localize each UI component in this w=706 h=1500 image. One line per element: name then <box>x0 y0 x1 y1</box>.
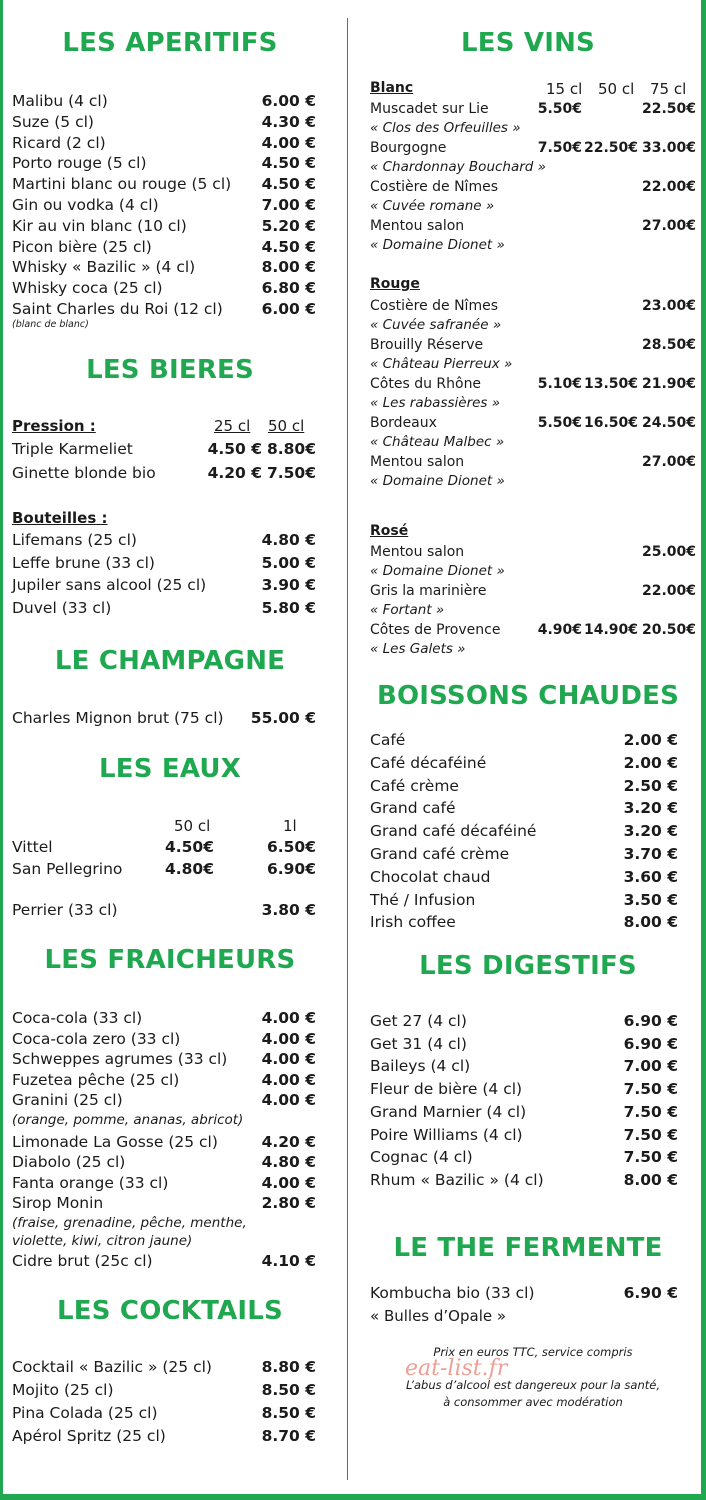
item-price: 2.50 € <box>623 776 678 795</box>
wine-price-p1: 5.50€ <box>537 415 582 431</box>
wine-price-p3: 25.00€ <box>641 544 696 560</box>
wine-price-p2: 14.90€ <box>583 622 638 638</box>
kombucha-sub: « Bulles d’Opale » <box>370 1307 507 1325</box>
item-price-small: 4.50 € <box>207 440 262 458</box>
wine-cuvee: « Les rabassières » <box>370 395 501 411</box>
item-price: 55.00 € <box>250 709 316 727</box>
menu-item-row <box>370 1079 678 1100</box>
item-name: Granini (25 cl) <box>12 1091 123 1110</box>
wine-cuvee: « Domaine Dionet » <box>370 237 505 253</box>
column-divider <box>347 18 348 1480</box>
item-name: Lifemans (25 cl) <box>12 531 137 549</box>
wine-row <box>370 217 696 236</box>
menu-item-row <box>370 1102 678 1123</box>
item-name: Thé / Infusion <box>370 890 476 909</box>
wine-price-p1: 4.90€ <box>537 622 582 638</box>
wine-cuvee: « Clos des Orfeuilles » <box>370 120 521 136</box>
bouteilles-label: Bouteilles : <box>12 509 108 527</box>
menu-item-row <box>12 1049 316 1070</box>
item-name: Cognac (4 cl) <box>370 1148 473 1167</box>
item-price: 4.30 € <box>261 112 316 131</box>
menu-item-row <box>12 598 316 619</box>
menu-item-row <box>12 553 316 574</box>
item-name: Get 31 (4 cl) <box>370 1034 467 1053</box>
menu-item-row <box>12 1357 316 1378</box>
item-price: 3.20 € <box>623 822 678 841</box>
item-name: Café crème <box>370 776 459 795</box>
item-name: Charles Mignon brut (75 cl) <box>12 709 224 727</box>
menu-item-row <box>12 299 316 320</box>
menu-item-row <box>12 195 316 216</box>
item-price-small: 4.50€ <box>164 838 214 856</box>
wine-cuvee: « Cuvée romane » <box>370 198 495 214</box>
wine-name: Côtes de Provence <box>370 622 501 638</box>
item-name: Malibu (4 cl) <box>12 92 108 110</box>
item-price: 4.20 € <box>261 1132 316 1151</box>
wine-row <box>370 100 696 119</box>
wine-price-p2: 22.50€ <box>583 140 638 156</box>
menu-item-row <box>12 1070 316 1091</box>
menu-item-row <box>12 174 316 195</box>
item-price-small: 4.20 € <box>207 463 262 482</box>
beer-size-50: 50 cl <box>268 417 305 435</box>
wine-price-p1: 5.50€ <box>537 101 582 117</box>
wine-row <box>370 336 696 355</box>
item-name: Fleur de bière (4 cl) <box>370 1080 523 1099</box>
menu-item-row <box>370 1034 678 1055</box>
wine-name: Brouilly Réserve <box>370 337 484 353</box>
wine-price-p1: 5.10€ <box>537 376 582 392</box>
item-name: Cidre brut (25c cl) <box>12 1252 153 1270</box>
item-name: San Pellegrino <box>12 859 123 878</box>
item-name: Cocktail « Bazilic » (25 cl) <box>12 1358 212 1376</box>
the-title: LE THE FERMENTE <box>393 1233 663 1263</box>
wine-price-p3: 33.00€ <box>641 140 696 156</box>
item-price: 4.80 € <box>261 531 316 549</box>
item-price: 6.00 € <box>261 92 316 110</box>
sirop-note-line1: (fraise, grenadine, pêche, menthe, <box>12 1215 247 1231</box>
item-price: 4.00 € <box>261 1173 316 1192</box>
item-price: 6.80 € <box>261 279 316 298</box>
item-name: Chocolat chaud <box>370 867 491 886</box>
water-size-1l: 1l <box>283 817 297 835</box>
item-price: 4.80 € <box>261 1153 316 1172</box>
wine-cuvee: « Cuvée safranée » <box>370 317 502 333</box>
wine-name: Muscadet sur Lie <box>370 101 489 117</box>
menu-item-row <box>12 1090 316 1111</box>
wine-price-p3: 27.00€ <box>641 218 696 234</box>
menu-item-row <box>12 1380 316 1401</box>
menu-item-row <box>12 1173 316 1194</box>
wine-name: Mentou salon <box>370 218 465 234</box>
granini-note: (orange, pomme, ananas, abricot) <box>12 1112 244 1128</box>
item-name: Get 27 (4 cl) <box>370 1012 467 1030</box>
item-price: 6.00 € <box>261 300 316 318</box>
item-price: 3.20 € <box>623 799 678 818</box>
wine-row <box>370 178 696 197</box>
blanc-label: Blanc <box>370 80 414 96</box>
wine-price-p3: 23.00€ <box>641 298 696 314</box>
item-price: 8.00 € <box>623 1170 678 1189</box>
item-price: 4.10 € <box>261 1252 316 1270</box>
item-name: Perrier (33 cl) <box>12 901 118 919</box>
item-price: 2.00 € <box>623 731 678 749</box>
item-price: 3.80 € <box>261 901 316 919</box>
menu-item-row <box>370 776 678 797</box>
eaux-title: LES EAUX <box>99 754 241 784</box>
item-price: 3.50 € <box>623 890 678 909</box>
wine-size-75: 75 cl <box>650 80 687 98</box>
item-name: Kombucha bio (33 cl) <box>370 1284 535 1302</box>
wine-row <box>370 453 696 472</box>
menu-item-row <box>12 91 316 112</box>
item-name: Triple Karmeliet <box>12 440 133 458</box>
item-name: Grand Marnier (4 cl) <box>370 1102 527 1121</box>
item-name: Jupiler sans alcool (25 cl) <box>12 576 207 594</box>
frame-right-border <box>701 0 706 1500</box>
menu-item-row <box>12 257 316 278</box>
item-price: 4.50 € <box>261 154 316 173</box>
beer-size-25: 25 cl <box>214 417 251 435</box>
footer-line1: Prix en euros TTC, service compris <box>433 1345 633 1359</box>
item-price: 8.50 € <box>261 1381 316 1399</box>
wine-price-p2: 16.50€ <box>583 415 638 431</box>
bieres-title: LES BIERES <box>86 355 254 385</box>
item-name: Fanta orange (33 cl) <box>12 1173 169 1192</box>
item-name: Vittel <box>12 838 53 856</box>
item-name: Ricard (2 cl) <box>12 133 106 152</box>
wine-size-50: 50 cl <box>598 80 635 98</box>
wine-row <box>370 543 696 562</box>
menu-item-row <box>370 844 678 865</box>
item-price: 7.00 € <box>623 1057 678 1076</box>
frame-left-border <box>0 0 3 1500</box>
wine-price-p3: 22.50€ <box>641 101 696 117</box>
item-price: 8.80 € <box>261 1358 316 1376</box>
menu-item-row <box>12 237 316 258</box>
item-price: 7.50 € <box>623 1125 678 1144</box>
item-name: Mojito (25 cl) <box>12 1381 114 1399</box>
chaudes-title: BOISSONS CHAUDES <box>376 681 680 711</box>
footer-line2: L’abus d’alcool est dangereux pour la santé, <box>406 1378 660 1392</box>
item-name: Ginette blonde bio <box>12 463 156 482</box>
menu-item-row <box>12 1251 316 1272</box>
item-name: Grand café <box>370 799 456 818</box>
item-price: 4.00 € <box>261 1050 316 1069</box>
wine-price-p1: 7.50€ <box>537 140 582 156</box>
item-price: 3.90 € <box>261 576 316 594</box>
item-price: 4.00 € <box>261 1009 316 1027</box>
watermark: eat-list.fr <box>405 1356 508 1381</box>
wine-price-p3: 21.90€ <box>641 376 696 392</box>
item-price-large: 6.50€ <box>266 838 316 856</box>
item-price: 4.00 € <box>261 1029 316 1048</box>
item-price: 7.00 € <box>261 196 316 214</box>
rouge-label: Rouge <box>370 276 420 292</box>
menu-item-row <box>12 1193 316 1214</box>
menu-item-row <box>12 216 316 237</box>
item-price-large: 6.90€ <box>266 859 316 878</box>
item-price: 3.70 € <box>623 845 678 863</box>
menu-item-row <box>370 753 678 774</box>
wine-cuvee: « Domaine Dionet » <box>370 473 505 489</box>
wine-price-p2: 13.50€ <box>583 376 638 392</box>
wine-row <box>370 414 696 433</box>
item-price-large: 7.50€ <box>266 463 316 482</box>
item-name: Duvel (33 cl) <box>12 598 112 617</box>
item-name: Suze (5 cl) <box>12 112 94 131</box>
item-price: 5.00 € <box>261 553 316 572</box>
footer-line3: à consommer avec modération <box>443 1395 623 1409</box>
wine-name: Mentou salon <box>370 454 465 470</box>
item-price-large: 8.80€ <box>266 440 316 458</box>
menu-item-row <box>12 133 316 154</box>
menu-item-row <box>12 278 316 299</box>
wine-cuvee: « Les Galets » <box>370 641 466 657</box>
item-name: Coca-cola (33 cl) <box>12 1009 143 1027</box>
menu-item-row <box>12 575 316 596</box>
item-price-small: 4.80€ <box>164 859 214 878</box>
item-name: Café décaféiné <box>370 753 487 772</box>
menu-item-row <box>370 1056 678 1077</box>
menu-item-row <box>12 1426 316 1447</box>
rose-label: Rosé <box>370 523 409 539</box>
item-price: 4.00 € <box>261 1070 316 1089</box>
item-price: 4.50 € <box>261 175 316 194</box>
wine-name: Bordeaux <box>370 415 437 431</box>
wine-price-p3: 24.50€ <box>641 415 696 431</box>
digestifs-title: LES DIGESTIFS <box>419 951 637 981</box>
item-price: 7.50 € <box>623 1080 678 1099</box>
item-price: 8.50 € <box>261 1404 316 1422</box>
item-name: Grand café crème <box>370 845 510 863</box>
cocktails-title: LES COCKTAILS <box>57 1296 283 1326</box>
item-name: Diabolo (25 cl) <box>12 1153 126 1172</box>
wine-row <box>370 139 696 158</box>
menu-item-row <box>12 1403 316 1424</box>
wine-name: Costière de Nîmes <box>370 298 498 314</box>
item-price: 6.90 € <box>623 1012 678 1030</box>
sirop-note-line2: violette, kiwi, citron jaune) <box>12 1233 193 1249</box>
item-price: 8.70 € <box>261 1427 316 1445</box>
item-name: Martini blanc ou rouge (5 cl) <box>12 175 232 194</box>
champagne-title: LE CHAMPAGNE <box>54 646 286 676</box>
item-price: 2.80 € <box>261 1194 316 1213</box>
perrier-row <box>12 900 316 921</box>
menu-item-row <box>370 867 678 888</box>
menu-item-row <box>12 859 316 880</box>
item-name: Apérol Spritz (25 cl) <box>12 1427 166 1445</box>
menu-item-row <box>12 439 316 460</box>
menu-item-row <box>370 890 678 911</box>
wine-price-p3: 28.50€ <box>641 337 696 353</box>
water-size-50: 50 cl <box>174 817 211 835</box>
item-name: Porto rouge (5 cl) <box>12 154 147 173</box>
menu-item-row <box>370 730 678 751</box>
wine-row <box>370 375 696 394</box>
menu-item-row <box>12 1152 316 1173</box>
item-name: Coca-cola zero (33 cl) <box>12 1029 181 1048</box>
menu-item-row <box>12 530 316 551</box>
item-price: 6.90 € <box>623 1284 678 1302</box>
menu-item-row <box>12 1008 316 1029</box>
wine-cuvee: « Chardonnay Bouchard » <box>370 159 546 175</box>
item-price: 4.00 € <box>261 133 316 152</box>
wine-name: Gris la marinière <box>370 583 487 599</box>
wine-price-p3: 22.00€ <box>641 583 696 599</box>
item-name: Whisky coca (25 cl) <box>12 279 163 298</box>
item-name: Gin ou vodka (4 cl) <box>12 196 159 214</box>
menu-item-row <box>370 798 678 819</box>
item-name: Fuzetea pêche (25 cl) <box>12 1070 180 1089</box>
menu-item-row <box>12 1132 316 1153</box>
vins-title: LES VINS <box>461 28 595 58</box>
item-name: Baileys (4 cl) <box>370 1057 471 1076</box>
wine-cuvee: « Domaine Dionet » <box>370 563 505 579</box>
item-name: Pina Colada (25 cl) <box>12 1404 158 1422</box>
menu-item-row <box>370 1011 678 1032</box>
wine-cuvee: « Château Pierreux » <box>370 356 513 372</box>
item-name: Rhum « Bazilic » (4 cl) <box>370 1170 544 1189</box>
item-price: 4.50 € <box>261 237 316 256</box>
wine-name: Costière de Nîmes <box>370 179 498 195</box>
aperitifs-title: LES APERITIFS <box>62 28 278 58</box>
item-name: Saint Charles du Roi (12 cl) <box>12 300 223 318</box>
menu-item-row <box>370 1170 678 1191</box>
item-name: Poire Williams (4 cl) <box>370 1125 523 1144</box>
frame-bottom-border <box>0 1494 706 1500</box>
item-price: 3.60 € <box>623 867 678 886</box>
wine-price-p3: 22.00€ <box>641 179 696 195</box>
menu-item-row <box>370 1147 678 1168</box>
item-name: Grand café décaféiné <box>370 822 537 841</box>
item-price: 7.50 € <box>623 1102 678 1121</box>
item-price: 7.50 € <box>623 1148 678 1167</box>
wine-price-p3: 27.00€ <box>641 454 696 470</box>
item-name: Picon bière (25 cl) <box>12 237 152 256</box>
wine-row <box>370 582 696 601</box>
item-name: Kir au vin blanc (10 cl) <box>12 216 187 235</box>
wine-price-p3: 20.50€ <box>641 622 696 638</box>
wine-size-15: 15 cl <box>546 80 583 98</box>
aperitifs-note: (blanc de blanc) <box>12 319 89 330</box>
item-name: Irish coffee <box>370 913 456 932</box>
pression-label: Pression : <box>12 417 96 435</box>
kombucha-row <box>370 1283 678 1304</box>
item-name: Café <box>370 731 406 749</box>
item-name: Schweppes agrumes (33 cl) <box>12 1050 228 1069</box>
item-price: 6.90 € <box>623 1034 678 1053</box>
menu-item-row <box>370 1125 678 1146</box>
menu-item-row <box>12 837 316 858</box>
item-price: 5.20 € <box>261 216 316 235</box>
item-name: Limonade La Gosse (25 cl) <box>12 1132 218 1151</box>
item-price: 4.00 € <box>261 1091 316 1110</box>
wine-cuvee: « Château Malbec » <box>370 434 505 450</box>
item-price: 2.00 € <box>623 753 678 772</box>
item-price: 5.80 € <box>261 598 316 617</box>
menu-item-row <box>12 463 316 484</box>
menu-item-row <box>12 708 316 729</box>
item-name: Leffe brune (33 cl) <box>12 553 155 572</box>
menu-item-row <box>12 153 316 174</box>
item-price: 8.00 € <box>261 258 316 277</box>
wine-name: Bourgogne <box>370 140 447 156</box>
wine-row <box>370 621 696 640</box>
fraicheurs-title: LES FRAICHEURS <box>44 945 296 975</box>
menu-item-row <box>12 112 316 133</box>
item-name: Sirop Monin <box>12 1194 104 1213</box>
wine-name: Mentou salon <box>370 544 465 560</box>
menu-item-row <box>12 1029 316 1050</box>
menu-item-row <box>370 912 678 933</box>
wine-row <box>370 297 696 316</box>
item-name: Whisky « Bazilic » (4 cl) <box>12 258 196 277</box>
wine-cuvee: « Fortant » <box>370 602 445 618</box>
menu-item-row <box>370 821 678 842</box>
wine-name: Côtes du Rhône <box>370 376 482 392</box>
item-price: 8.00 € <box>623 913 678 932</box>
